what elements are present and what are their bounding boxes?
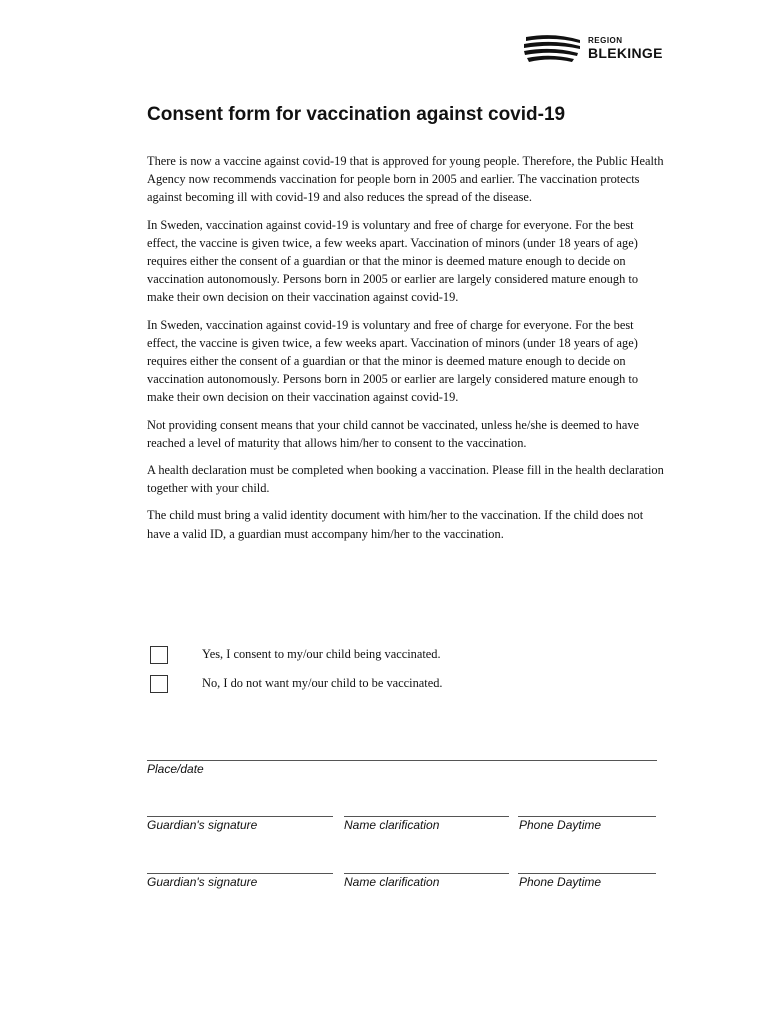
paragraph-health-declaration: A health declaration must be completed when booking a vaccination. Please fill in the health declaration together with your child.	[147, 463, 664, 496]
name-clarification-field-1[interactable]	[344, 816, 509, 817]
logo-region-text: REGION	[588, 36, 623, 45]
name-clarification-label-1: Name clarification	[344, 818, 440, 832]
consent-no-checkbox[interactable]	[150, 675, 168, 693]
phone-daytime-field-1[interactable]	[518, 816, 656, 817]
consent-yes-label: Yes, I consent to my/our child being vaccinated.	[202, 647, 441, 661]
paragraph-voluntary-repeat: In Sweden, vaccination against covid-19 is voluntary and free of charge for everyone. For the best effect, the vaccine is given twice, a few weeks apart. Vaccination of minors (under 18 years of age) requires either the consent of a guardian or that the minor is deemed mature enough to decide on vaccination autonomously. Persons born in 2005 or earlier are largely considered mature enough to make their own decision on their vaccination against covid-19.	[147, 317, 639, 405]
phone-daytime-label-1: Phone Daytime	[519, 818, 602, 832]
place-date-field[interactable]	[147, 760, 657, 761]
paragraph-identity-document: The child must bring a valid identity document with him/her to the vaccination. If the child does not have a valid ID, a guardian must accompany him/her to the vaccination.	[147, 508, 644, 541]
paragraph-no-consent: Not providing consent means that your child cannot be vaccinated, unless he/she is deemed to have reached a level of maturity that allows him/her to consent to the vaccination.	[147, 417, 640, 450]
phone-daytime-label-2: Phone Daytime	[519, 875, 602, 889]
logo-mark-icon	[522, 34, 582, 64]
paragraph-intro: There is now a vaccine against covid-19 that is approved for young people. Therefore, the Public Health Agency now recommends vaccination for people born in 2005 and earlier. The vaccination protects against becoming ill with covid-19 and also reduces the spread of the disease.	[147, 154, 664, 205]
region-blekinge-logo	[522, 34, 662, 64]
phone-daytime-field-2[interactable]	[518, 873, 656, 874]
name-clarification-label-2: Name clarification	[344, 875, 440, 889]
paragraph-voluntary: In Sweden, vaccination against covid-19 is voluntary and free of charge for everyone. For the best effect, the vaccine is given twice, a few weeks apart. Vaccination of minors (under 18 years of age) requires either the consent of a guardian or that the minor is deemed mature enough to decide on vaccination autonomously. Persons born in 2005 or earlier are largely considered mature enough to make their own decision on their vaccination against covid-19.	[147, 217, 639, 305]
place-date-label: Place/date	[147, 762, 204, 776]
page-title: Consent form for vaccination against covid-19	[147, 104, 566, 125]
guardian-signature-label-1: Guardian's signature	[147, 818, 258, 832]
consent-yes-checkbox[interactable]	[150, 646, 168, 664]
name-clarification-field-2[interactable]	[344, 873, 509, 874]
consent-no-label: No, I do not want my/our child to be vaccinated.	[202, 676, 443, 690]
form-body	[147, 152, 667, 552]
guardian-signature-field-2[interactable]	[147, 873, 333, 874]
guardian-signature-field-1[interactable]	[147, 816, 333, 817]
logo-blekinge-text: BLEKINGE	[588, 45, 663, 61]
guardian-signature-label-2: Guardian's signature	[147, 875, 258, 889]
